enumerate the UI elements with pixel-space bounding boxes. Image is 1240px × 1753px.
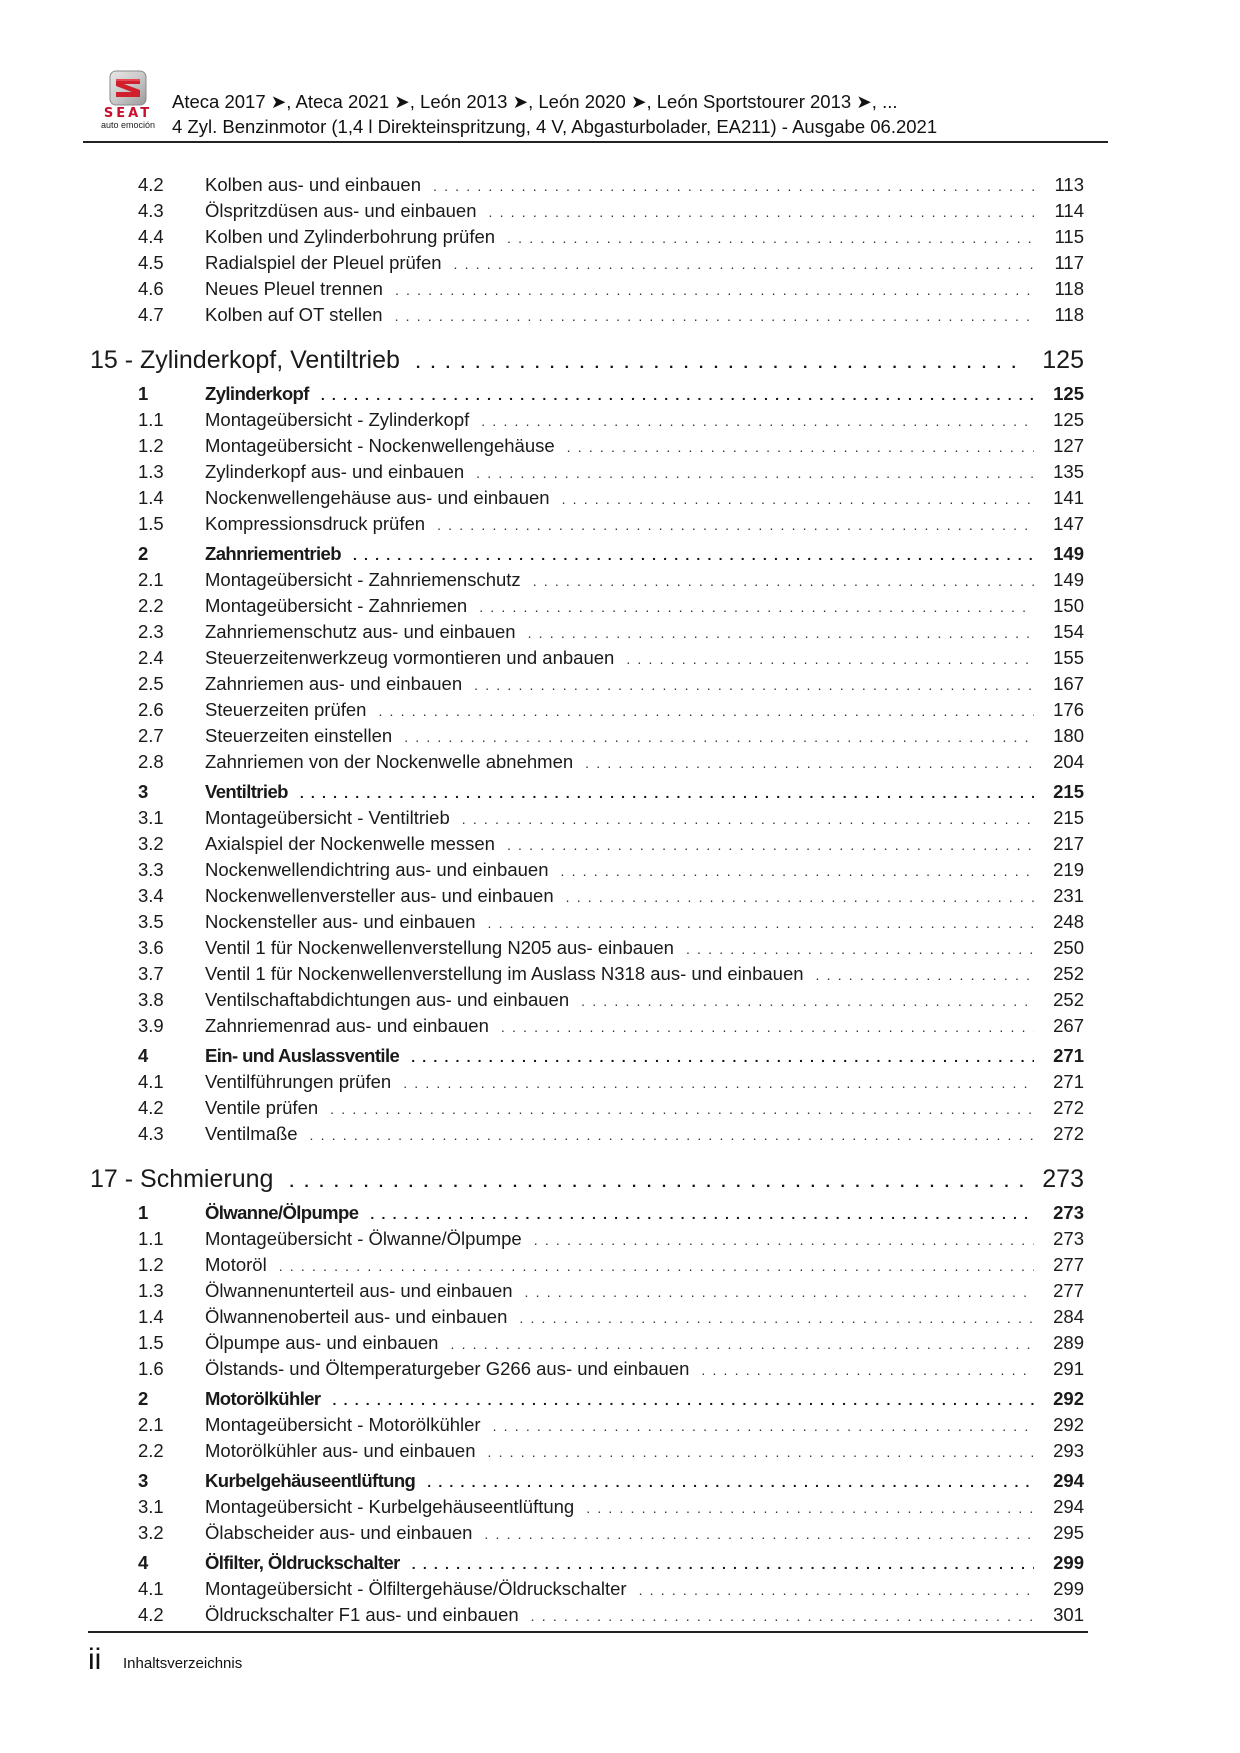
toc-entry-page[interactable]: 113 <box>1054 174 1084 195</box>
toc-entry-title[interactable]: Nockenwellenversteller aus- und einbauen <box>205 885 554 906</box>
toc-entry[interactable] <box>138 935 1084 961</box>
toc-entry-number: 1.2 <box>138 1254 164 1275</box>
toc-entry-number: 4.1 <box>138 1578 164 1599</box>
toc-entry-title[interactable]: Axialspiel der Nockenwelle messen <box>205 833 495 854</box>
toc-entry-page[interactable]: 273 <box>1042 1165 1084 1193</box>
toc-entry-page[interactable]: 141 <box>1053 487 1084 508</box>
toc-entry-page[interactable]: 219 <box>1053 859 1084 880</box>
toc-entry-title[interactable]: Ventil 1 für Nockenwellenverstellung N205 aus- einbauen <box>205 937 674 958</box>
toc-entry-number: 2.4 <box>138 647 164 668</box>
toc-entry-title[interactable]: Steuerzeiten einstellen <box>205 725 393 746</box>
toc-entry[interactable] <box>138 593 1084 619</box>
toc-entry-title[interactable]: Zahnriemen von der Nockenwelle abnehmen <box>205 751 574 772</box>
dot-leader <box>816 962 1034 988</box>
toc-entry-number: 4 <box>138 1552 148 1573</box>
toc-entry-title[interactable]: Ventilmaße <box>205 1123 298 1144</box>
toc-entry-title[interactable]: Zahnriemenrad aus- und einbauen <box>205 1015 489 1036</box>
toc-entry[interactable] <box>138 1602 1084 1628</box>
dot-leader <box>411 1044 1034 1070</box>
toc-entry-number: 3.7 <box>138 963 164 984</box>
toc-entry-number: 1.3 <box>138 1280 164 1301</box>
toc-entry-title[interactable]: Ölfilter, Öldruckschalter <box>205 1552 400 1573</box>
toc-entry-page[interactable]: 167 <box>1053 673 1084 694</box>
toc-entry-page[interactable]: 294 <box>1053 1470 1084 1491</box>
toc-entry-title[interactable]: Ölabscheider aus- und einbauen <box>205 1522 473 1543</box>
toc-entry-number: 4.2 <box>138 174 164 195</box>
toc-entry-title[interactable]: Ölpumpe aus- und einbauen <box>205 1332 439 1353</box>
toc-entry-title[interactable]: 17 - Schmierung <box>90 1165 274 1193</box>
toc-entry-title[interactable]: Zahnriemen aus- und einbauen <box>205 673 463 694</box>
dot-leader <box>454 251 1034 277</box>
toc-entry-number: 2.7 <box>138 725 164 746</box>
toc-entry[interactable] <box>138 1226 1084 1252</box>
dot-leader <box>585 750 1034 776</box>
footer-page-number: ii <box>88 1643 102 1676</box>
toc-entry[interactable] <box>138 250 1084 276</box>
toc-entry-page[interactable]: 292 <box>1053 1414 1084 1435</box>
dot-leader <box>481 408 1034 434</box>
toc-entry-title[interactable]: Ölstands- und Öltemperaturgeber G266 aus- und einbauen <box>205 1358 690 1379</box>
toc-entry-number: 1.1 <box>138 409 164 430</box>
toc-entry-page[interactable]: 299 <box>1053 1578 1084 1599</box>
dot-leader <box>567 434 1034 460</box>
toc-entry-number: 2.5 <box>138 673 164 694</box>
dot-leader <box>403 1070 1034 1096</box>
toc-entry-title[interactable]: Motoröl <box>205 1254 267 1275</box>
dot-leader <box>474 672 1034 698</box>
toc-entry-number: 4.2 <box>138 1097 164 1118</box>
toc-entry-number: 2.2 <box>138 1440 164 1461</box>
toc-entry-page[interactable]: 118 <box>1054 304 1084 325</box>
toc-entry-page[interactable]: 125 <box>1042 346 1084 374</box>
toc-entry-title[interactable]: Kolben und Zylinderbohrung prüfen <box>205 226 496 247</box>
toc-entry-title[interactable]: Öldruckschalter F1 aus- und einbauen <box>205 1604 519 1625</box>
footer-section-label: Inhaltsverzeichnis <box>123 1655 243 1672</box>
toc-entry-title[interactable]: Kolben auf OT stellen <box>205 304 383 325</box>
toc-entry-number: 4.3 <box>138 200 164 221</box>
toc-entry-title[interactable]: Zahnriemenschutz aus- und einbauen <box>205 621 516 642</box>
toc-entry-title[interactable]: Kolben aus- und einbauen <box>205 174 422 195</box>
toc-entry-title[interactable]: Zahnriementrieb <box>205 543 341 564</box>
toc-entry[interactable] <box>138 407 1084 433</box>
engine-line: 4 Zyl. Benzinmotor (1,4 l Direkteinspritzung, 4 V, Abgasturbolader, EA211) - Ausgabe 06.2021 <box>172 116 938 137</box>
dot-leader <box>525 1279 1034 1305</box>
toc-entry-title[interactable]: Motorölkühler aus- und einbauen <box>205 1440 476 1461</box>
toc-entry-title[interactable]: Zylinderkopf <box>205 383 309 404</box>
toc-entry-page[interactable]: 252 <box>1053 989 1084 1010</box>
toc-entry[interactable] <box>138 1356 1084 1382</box>
toc-entry-page[interactable]: 271 <box>1053 1045 1084 1066</box>
dot-leader <box>489 199 1034 225</box>
toc-entry-page[interactable]: 231 <box>1053 885 1084 906</box>
dot-leader <box>493 1413 1034 1439</box>
seat-logo <box>88 70 168 140</box>
toc-entry-number: 3.5 <box>138 911 164 932</box>
dot-leader <box>395 303 1034 329</box>
toc-entry[interactable] <box>138 485 1084 511</box>
toc-entry-title[interactable]: Montageübersicht - Zylinderkopf <box>205 409 470 430</box>
toc-entry[interactable] <box>138 1121 1084 1147</box>
dot-leader <box>404 724 1034 750</box>
dot-leader <box>433 173 1034 199</box>
toc-entry-title[interactable]: Kurbelgehäuseentlüftung <box>205 1470 416 1491</box>
toc-entry[interactable] <box>138 567 1084 593</box>
toc-entry-number: 1.3 <box>138 461 164 482</box>
toc-entry-number: 2.1 <box>138 1414 164 1435</box>
toc-entry-page[interactable]: 277 <box>1053 1254 1084 1275</box>
toc-entry-title[interactable]: Nockenwellengehäuse aus- und einbauen <box>205 487 550 508</box>
toc-entry-page[interactable]: 267 <box>1053 1015 1084 1036</box>
dot-leader <box>639 1577 1034 1603</box>
toc-entry-number: 3.2 <box>138 1522 164 1543</box>
toc-entry-page[interactable]: 149 <box>1053 543 1084 564</box>
toc-entry-page[interactable]: 284 <box>1053 1306 1084 1327</box>
dot-leader <box>416 347 1024 381</box>
toc-entry[interactable] <box>138 697 1084 723</box>
toc-entry-page[interactable]: 115 <box>1054 226 1084 247</box>
toc-entry-title[interactable]: Steuerzeitenwerkzeug vormontieren und anbauen <box>205 647 615 668</box>
dot-leader <box>310 1122 1034 1148</box>
toc-entry-title[interactable]: Radialspiel der Pleuel prüfen <box>205 252 442 273</box>
toc-entry-page[interactable]: 176 <box>1053 699 1084 720</box>
toc-entry-number: 4.1 <box>138 1071 164 1092</box>
brand-tagline: auto emoción <box>100 120 156 130</box>
dot-leader <box>507 832 1034 858</box>
toc-section[interactable] <box>138 1468 1084 1494</box>
toc-entry-number: 2.2 <box>138 595 164 616</box>
toc-entry-page[interactable]: 149 <box>1053 569 1084 590</box>
toc-entry[interactable] <box>138 172 1084 198</box>
toc-entry-page[interactable]: 252 <box>1053 963 1084 984</box>
toc-section[interactable] <box>138 779 1084 805</box>
dot-leader <box>501 1014 1034 1040</box>
dot-leader <box>427 1469 1034 1495</box>
header-divider <box>83 141 1108 143</box>
toc-entry[interactable] <box>138 1069 1084 1095</box>
toc-entry-number: 2.3 <box>138 621 164 642</box>
dot-leader <box>561 858 1034 884</box>
toc-entry[interactable] <box>138 1520 1084 1546</box>
toc-entry-number: 1.6 <box>138 1358 164 1379</box>
toc-entry[interactable] <box>138 883 1084 909</box>
toc-entry[interactable] <box>138 909 1084 935</box>
dot-leader <box>566 884 1034 910</box>
toc-entry-number: 3 <box>138 1470 148 1491</box>
brand-name: SEAT <box>103 106 153 121</box>
toc-entry-number: 2 <box>138 543 148 564</box>
toc-entry-page[interactable]: 215 <box>1053 807 1084 828</box>
toc-entry-page[interactable]: 273 <box>1053 1202 1084 1223</box>
toc-section[interactable] <box>138 1200 1084 1226</box>
toc-entry[interactable] <box>138 511 1084 537</box>
toc-entry-number: 1 <box>138 383 148 404</box>
toc-entry-number: 1.4 <box>138 1306 164 1327</box>
dot-leader <box>487 1439 1034 1465</box>
toc-entry-number: 3.2 <box>138 833 164 854</box>
toc-entry[interactable] <box>138 749 1084 775</box>
toc-entry-page[interactable]: 117 <box>1054 252 1084 273</box>
toc-entry-page[interactable]: 272 <box>1053 1097 1084 1118</box>
toc-entry[interactable] <box>138 619 1084 645</box>
dot-leader <box>701 1357 1034 1383</box>
toc-entry-number: 1.5 <box>138 1332 164 1353</box>
toc-entry-number: 2.6 <box>138 699 164 720</box>
toc-entry-title[interactable]: Montageübersicht - Kurbelgehäuseentlüftung <box>205 1496 575 1517</box>
models-line: Ateca 2017 ➤, Ateca 2021 ➤, León 2013 ➤, León 2020 ➤, León Sportstourer 2013 ➤, ... <box>172 91 898 112</box>
toc-entry-title[interactable]: Zylinderkopf aus- und einbauen <box>205 461 465 482</box>
toc-entry-number: 2 <box>138 1388 148 1409</box>
toc-entry-number: 4 <box>138 1045 148 1066</box>
dot-leader <box>412 1551 1034 1577</box>
dot-leader <box>531 1603 1034 1629</box>
toc-entry[interactable] <box>138 1576 1084 1602</box>
toc-entry-page[interactable]: 271 <box>1053 1071 1084 1092</box>
toc-entry-page[interactable]: 217 <box>1053 833 1084 854</box>
toc-entry-number: 1.2 <box>138 435 164 456</box>
toc-entry-number: 3.9 <box>138 1015 164 1036</box>
toc-entry[interactable] <box>138 433 1084 459</box>
toc-entry-page[interactable]: 114 <box>1054 200 1084 221</box>
toc-entry-page[interactable]: 150 <box>1053 595 1084 616</box>
toc-entry[interactable] <box>138 1252 1084 1278</box>
toc-entry[interactable] <box>138 1330 1084 1356</box>
toc-entry-page[interactable]: 125 <box>1053 383 1084 404</box>
toc-section[interactable] <box>138 1550 1084 1576</box>
dot-leader <box>378 698 1034 724</box>
toc-entry-page[interactable]: 294 <box>1053 1496 1084 1517</box>
toc-entry-number: 1.1 <box>138 1228 164 1249</box>
toc-entry[interactable] <box>138 459 1084 485</box>
toc-entry-page[interactable]: 295 <box>1053 1522 1084 1543</box>
dot-leader <box>479 594 1034 620</box>
toc-entry-number: 4.6 <box>138 278 164 299</box>
toc-entry-page[interactable]: 204 <box>1053 751 1084 772</box>
toc-entry-title[interactable]: Montageübersicht - Ölfiltergehäuse/Öldruckschalter <box>205 1578 627 1599</box>
toc-entry-page[interactable]: 277 <box>1053 1280 1084 1301</box>
toc-section[interactable] <box>138 381 1084 407</box>
toc-entry[interactable] <box>138 805 1084 831</box>
toc-entry-page[interactable]: 215 <box>1053 781 1084 802</box>
toc-entry-number: 2.1 <box>138 569 164 590</box>
toc-entry-page[interactable]: 289 <box>1053 1332 1084 1353</box>
toc-section[interactable] <box>138 1043 1084 1069</box>
dot-leader <box>586 1495 1034 1521</box>
dot-leader <box>370 1201 1034 1227</box>
toc-entry-number: 4.4 <box>138 226 164 247</box>
dot-leader <box>450 1331 1034 1357</box>
toc-entry[interactable] <box>138 987 1084 1013</box>
toc-entry-number: 4.2 <box>138 1604 164 1625</box>
dot-leader <box>626 646 1034 672</box>
toc-entry-page[interactable]: 127 <box>1053 435 1084 456</box>
toc-entry-page[interactable]: 291 <box>1053 1358 1084 1379</box>
toc-entry-title[interactable]: Ventilführungen prüfen <box>205 1071 392 1092</box>
dot-leader <box>333 1387 1034 1413</box>
toc-entry-number: 3.4 <box>138 885 164 906</box>
dot-leader <box>581 988 1034 1014</box>
toc-entry-title[interactable]: 15 - Zylinderkopf, Ventiltrieb <box>90 346 400 374</box>
toc-entry-number: 3.8 <box>138 989 164 1010</box>
toc-entry-number: 1 <box>138 1202 148 1223</box>
dot-leader <box>533 568 1034 594</box>
toc-entry[interactable] <box>138 302 1084 328</box>
toc-entry[interactable] <box>138 1412 1084 1438</box>
toc-entry[interactable] <box>138 1013 1084 1039</box>
dot-leader <box>534 1227 1034 1253</box>
toc-entry-title[interactable]: Neues Pleuel trennen <box>205 278 383 299</box>
toc-entry[interactable] <box>138 831 1084 857</box>
toc-entry-title[interactable]: Ein- und Auslassventile <box>205 1045 400 1066</box>
page-header <box>88 62 1108 142</box>
toc-entry-title[interactable]: Nockenwellendichtring aus- und einbauen <box>205 859 549 880</box>
dot-leader <box>562 486 1034 512</box>
dot-leader <box>528 620 1034 646</box>
toc-entry-title[interactable]: Montageübersicht - Zahnriemen <box>205 595 468 616</box>
toc-entry-number: 4.3 <box>138 1123 164 1144</box>
toc-entry-number: 2.8 <box>138 751 164 772</box>
toc-entry-title[interactable]: Ventil 1 für Nockenwellenverstellung im Auslass N318 aus- und einbauen <box>205 963 804 984</box>
toc-section[interactable] <box>138 1386 1084 1412</box>
dot-leader <box>353 542 1034 568</box>
dot-leader <box>462 806 1034 832</box>
dot-leader <box>487 910 1034 936</box>
dot-leader <box>686 936 1034 962</box>
toc-entry[interactable] <box>138 1304 1084 1330</box>
toc-chapter[interactable] <box>90 1162 1084 1196</box>
toc-entry[interactable] <box>138 224 1084 250</box>
seat-logo-icon <box>109 70 147 106</box>
toc-entry-title[interactable]: Ölwanne/Ölpumpe <box>205 1202 359 1223</box>
toc-entry-number: 4.5 <box>138 252 164 273</box>
toc-entry-number: 3.1 <box>138 1496 164 1517</box>
dot-leader <box>437 512 1034 538</box>
toc-entry[interactable] <box>138 198 1084 224</box>
dot-leader <box>519 1305 1034 1331</box>
toc-entry[interactable] <box>138 1494 1084 1520</box>
dot-leader <box>289 1166 1024 1200</box>
toc-entry-page[interactable]: 155 <box>1053 647 1084 668</box>
toc-entry[interactable] <box>138 645 1084 671</box>
toc-entry[interactable] <box>138 857 1084 883</box>
toc-entry-number: 3.6 <box>138 937 164 958</box>
toc-entry-page[interactable]: 299 <box>1053 1552 1084 1573</box>
dot-leader <box>476 460 1034 486</box>
toc-entry[interactable] <box>138 1095 1084 1121</box>
toc-entry-title[interactable]: Ölwannenunterteil aus- und einbauen <box>205 1280 513 1301</box>
toc-entry-page[interactable]: 180 <box>1053 725 1084 746</box>
toc-entry-number: 3 <box>138 781 148 802</box>
toc-entry-title[interactable]: Ölspritzdüsen aus- und einbauen <box>205 200 477 221</box>
toc-entry-page[interactable]: 125 <box>1053 409 1084 430</box>
toc-entry-page[interactable]: 301 <box>1053 1604 1084 1625</box>
toc-entry-title[interactable]: Montageübersicht - Ölwanne/Ölpumpe <box>205 1228 522 1249</box>
toc-entry[interactable] <box>138 1438 1084 1464</box>
dot-leader <box>507 225 1034 251</box>
toc-entry[interactable] <box>138 276 1084 302</box>
toc-entry-page[interactable]: 272 <box>1053 1123 1084 1144</box>
dot-leader <box>484 1521 1034 1547</box>
toc-entry-number: 4.7 <box>138 304 164 325</box>
toc-entry-title[interactable]: Ölwannenoberteil aus- und einbauen <box>205 1306 508 1327</box>
toc-entry-page[interactable]: 248 <box>1053 911 1084 932</box>
dot-leader <box>330 1096 1034 1122</box>
toc-section[interactable] <box>138 541 1084 567</box>
toc-entry-number: 1.5 <box>138 513 164 534</box>
toc-entry[interactable] <box>138 723 1084 749</box>
toc-chapter[interactable] <box>90 343 1084 377</box>
toc-entry-title[interactable]: Ventile prüfen <box>205 1097 319 1118</box>
toc-entry-page[interactable]: 250 <box>1053 937 1084 958</box>
toc-entry-title[interactable]: Nockensteller aus- und einbauen <box>205 911 476 932</box>
toc-entry-page[interactable]: 118 <box>1054 278 1084 299</box>
toc-entry-page[interactable]: 273 <box>1053 1228 1084 1249</box>
toc-entry-page[interactable]: 147 <box>1053 513 1084 534</box>
toc-entry-number: 1.4 <box>138 487 164 508</box>
toc-entry-title[interactable]: Montageübersicht - Zahnriemenschutz <box>205 569 521 590</box>
toc-entry-title[interactable]: Montageübersicht - Ventiltrieb <box>205 807 450 828</box>
toc-entry-number: 3.3 <box>138 859 164 880</box>
toc-entry[interactable] <box>138 1278 1084 1304</box>
dot-leader <box>395 277 1034 303</box>
toc-entry-title[interactable]: Motorölkühler <box>205 1388 321 1409</box>
toc-entry-title[interactable]: Kompressionsdruck prüfen <box>205 513 426 534</box>
toc-entry-number: 3.1 <box>138 807 164 828</box>
toc-entry-page[interactable]: 135 <box>1053 461 1084 482</box>
toc-entry[interactable] <box>138 961 1084 987</box>
toc-entry-title[interactable]: Steuerzeiten prüfen <box>205 699 367 720</box>
dot-leader <box>279 1253 1034 1279</box>
dot-leader <box>321 382 1034 408</box>
dot-leader <box>300 780 1034 806</box>
toc-entry[interactable] <box>138 671 1084 697</box>
toc-entry-page[interactable]: 293 <box>1053 1440 1084 1461</box>
toc-entry-page[interactable]: 154 <box>1053 621 1084 642</box>
toc-entry-title[interactable]: Montageübersicht - Motorölkühler <box>205 1414 481 1435</box>
toc-entry-page[interactable]: 292 <box>1053 1388 1084 1409</box>
toc-entry-title[interactable]: Montageübersicht - Nockenwellengehäuse <box>205 435 555 456</box>
toc-entry-title[interactable]: Ventiltrieb <box>205 781 288 802</box>
toc-entry-title[interactable]: Ventilschaftabdichtungen aus- und einbauen <box>205 989 570 1010</box>
footer-divider <box>88 1631 1088 1633</box>
